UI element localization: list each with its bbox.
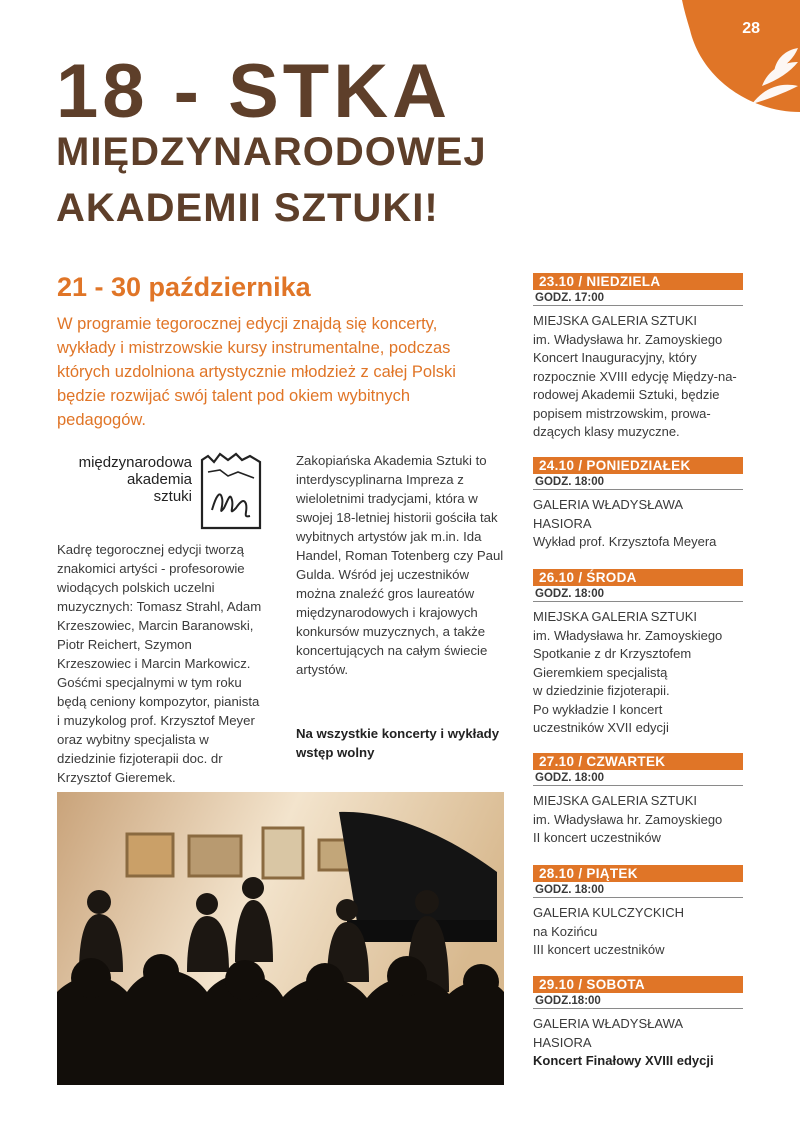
schedule-details — [533, 312, 743, 442]
schedule-event-1 — [533, 273, 743, 442]
schedule-line: GALERIA WŁADYSŁAWA — [533, 497, 684, 512]
schedule-line: w dziedzinie fizjoterapii. — [533, 683, 670, 698]
schedule-details — [533, 608, 743, 738]
schedule-line: Gieremkiem specjalistą — [533, 664, 668, 680]
schedule-line: Po wykładzie I koncert — [533, 701, 663, 717]
schedule-line-highlight: Koncert Finałowy XVIII edycji — [533, 1053, 714, 1068]
schedule-line: GALERIA WŁADYSŁAWA — [533, 1016, 684, 1031]
lead-paragraph: W programie tegorocznej edycji znajdą się koncerty, wykłady i mistrzowskie kursy instrumentalne, podczas których uzdolniona artystycznie młodzież z całej Polski będzie rozwijać swój talent pod okiem wybitnych pedagogów. — [57, 315, 456, 429]
schedule-line: HASIORA — [533, 1034, 592, 1050]
schedule-line: dzących klasy muzyczne. — [533, 424, 680, 439]
middle-column-text: Zakopiańska Akademia Sztuki to interdyscyplinarna Impreza z wieloletnimi tradycjami, która w swojej 18-letniej historii gościła tak wybitnych artystów jak m.in. Ida Handel, Roman Totenberg czy Paul Gulda. Wśród jej uczestników można znaleźć gros laureatów międzynarodowych i krajowych konkursów muzycznych, a także koncertujących na całym świecie artystów. — [296, 453, 504, 677]
page-title-line-2: MIĘDZYNARODOWEJ — [56, 130, 487, 174]
left-column-text: Kadrę tegorocznej edycji tworzą znakomici artyści - profesorowie wiodących polskich uczelni muzycznych: Tomasz Strahl, Adam Krzeszowiec, Marcin Baranowski, Piotr Reichert, Szymon Krzeszowiec i Marcin Markowicz. Gośćmi specjalnymi w tym roku będą ceniony kompozytor, pianista i muzykolog prof. Krzysztof Meyer oraz wybitny specjalista w dziedzinie fizjoterapii doc. dr Krzysztof Gieremek. — [57, 542, 262, 785]
schedule-time: GODZ. 18:00 — [533, 474, 743, 490]
schedule-line: im. Władysława hr. Zamoyskiego — [533, 331, 723, 347]
free-entry-note: Na wszystkie koncerty i wykłady wstęp wolny — [296, 726, 500, 760]
schedule-event-3 — [533, 569, 743, 738]
logo-line-3: sztuki — [153, 488, 192, 505]
corner-decoration — [682, 0, 800, 112]
schedule-date: 26.10 / ŚRODA — [533, 569, 743, 586]
schedule-details — [533, 1015, 743, 1071]
schedule-line: II koncert uczestników — [533, 830, 661, 845]
schedule-line: III koncert uczestników — [533, 942, 665, 957]
schedule-line: Wykład prof. Krzysztofa Meyera — [533, 534, 717, 549]
schedule-event-2 — [533, 457, 743, 552]
schedule-line: MIEJSKA GALERIA SZTUKI — [533, 609, 697, 624]
page-title-line-3: AKADEMII SZTUKI! — [56, 186, 439, 230]
schedule-line: rodowej Akademii Sztuki, będzie — [533, 387, 720, 402]
logo-text — [79, 454, 192, 505]
schedule-date: 28.10 / PIĄTEK — [533, 865, 743, 882]
concert-photo — [57, 792, 504, 1085]
schedule-time: GODZ. 18:00 — [533, 586, 743, 602]
schedule-line: MIEJSKA GALERIA SZTUKI — [533, 793, 697, 808]
schedule-details — [533, 496, 743, 552]
schedule-date: 29.10 / SOBOTA — [533, 976, 743, 993]
schedule-line: im. Władysława hr. Zamoyskiego — [533, 627, 723, 643]
schedule-line: im. Władysława hr. Zamoyskiego — [533, 811, 723, 827]
schedule-date: 24.10 / PONIEDZIAŁEK — [533, 457, 743, 474]
schedule-line: uczestników XVII edycji — [533, 720, 669, 735]
logo-line-1: międzynarodowa — [78, 454, 192, 471]
schedule-line: na Kozińcu — [533, 923, 598, 939]
schedule-line: popisem mistrzowskim, prowa- — [533, 405, 711, 421]
schedule-time: GODZ. 17:00 — [533, 290, 743, 306]
schedule-event-4 — [533, 753, 743, 848]
schedule-date: 23.10 / NIEDZIELA — [533, 273, 743, 290]
schedule-line: GALERIA KULCZYCKICH — [533, 905, 684, 920]
event-dates: 21 - 30 października — [57, 272, 311, 302]
schedule-line: Koncert Inauguracyjny, który — [533, 350, 697, 365]
logo-line-2: akademia — [126, 471, 192, 488]
academy-logo — [60, 452, 264, 530]
schedule-event-5 — [533, 865, 743, 960]
schedule-line: MIEJSKA GALERIA SZTUKI — [533, 313, 697, 328]
schedule-time: GODZ. 18:00 — [533, 770, 743, 786]
schedule-time: GODZ.18:00 — [533, 993, 743, 1009]
page-title-line-1: 18 - STKA — [56, 49, 451, 134]
schedule-details — [533, 792, 743, 848]
schedule-line: Spotkanie z dr Krzysztofem — [533, 646, 692, 661]
schedule-line: HASIORA — [533, 515, 592, 531]
schedule-details — [533, 904, 743, 960]
schedule-event-6 — [533, 976, 743, 1071]
schedule-date: 27.10 / CZWARTEK — [533, 753, 743, 770]
schedule-line: rozpocznie XVIII edycję Między-na- — [533, 368, 737, 384]
page-number: 28 — [742, 20, 760, 37]
schedule-time: GODZ. 18:00 — [533, 882, 743, 898]
logo-mark-icon — [198, 452, 264, 530]
